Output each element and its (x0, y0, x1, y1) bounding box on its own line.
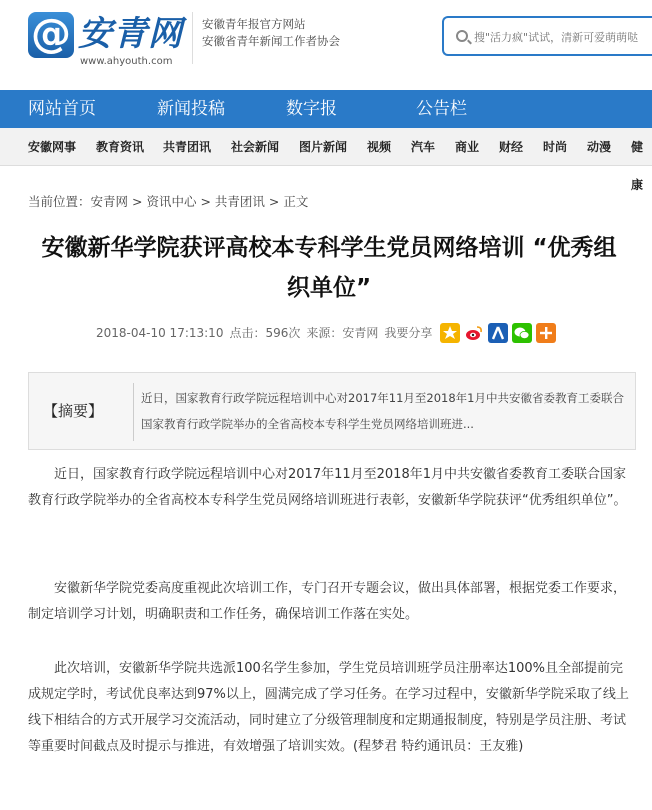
subnav-item-anhui[interactable]: 安徽网事 (28, 140, 77, 154)
article-datetime: 2018-04-10 17:13:10 (96, 326, 224, 340)
search-box[interactable] (442, 16, 652, 56)
renren-icon[interactable] (488, 323, 508, 343)
article-paragraph: 此次培训，安徽新华学院共选派100名学生参加，学生党员培训班学员注册率达100%且全部提前完成规定学时，考试优良率达到97%以上，圆满完成了学习任务。在学习过程中，安徽新华学院采取了线上线下相结合的方式开展学习交流活动，同时建立了分级管理制度和定期通报制度，特别是学员注册、考试等重要时间截点及时提示与推进，有效增强了培训实效。(程梦君 特约通讯员：王友雅) (28, 661, 629, 754)
weibo-icon[interactable] (464, 323, 484, 343)
subnav-item-health[interactable]: 健康 (631, 140, 644, 192)
source-label: 来源： (306, 326, 343, 340)
nav-item-digital-paper[interactable]: 数字报 (286, 99, 337, 119)
article-meta (96, 322, 438, 344)
logo-at-icon: @ (28, 12, 74, 58)
main-nav (0, 90, 652, 128)
breadcrumb-separator: > (264, 194, 284, 209)
site-logo[interactable] (28, 12, 183, 70)
sub-nav (0, 128, 652, 192)
breadcrumb (28, 192, 308, 210)
site-desc-line2: 安徽省青年新闻工作者协会 (202, 34, 340, 48)
subnav-item-photos[interactable]: 图片新闻 (299, 140, 348, 154)
subnav-item-auto[interactable]: 汽车 (411, 140, 436, 154)
qzone-icon[interactable] (440, 323, 460, 343)
subnav-item-fashion[interactable]: 时尚 (543, 140, 568, 154)
subnav-item-society[interactable]: 社会新闻 (231, 140, 280, 154)
wechat-icon[interactable] (512, 323, 532, 343)
breadcrumb-link-youth-league[interactable]: 共青团讯 (214, 194, 265, 209)
site-header (0, 0, 652, 90)
clicks-count: 596次 (265, 326, 301, 340)
article-summary (28, 372, 636, 450)
subnav-item-finance[interactable]: 财经 (499, 140, 524, 154)
breadcrumb-current: 正文 (283, 194, 309, 209)
breadcrumb-separator: > (128, 194, 147, 209)
nav-item-submit-news[interactable]: 新闻投稿 (157, 99, 225, 119)
article-title: 安徽新华学院获评高校本专科学生党员网络培训 “优秀组织单位” (41, 235, 617, 301)
article-paragraph: 安徽新华学院党委高度重视此次培训工作，专门召开专题会议，做出具体部署，根据党委工作要求，制定培训学习计划，明确职责和工作任务，确保培训工作落在实处。 (28, 581, 627, 622)
summary-text: 近日，国家教育行政学院远程培训中心对2017年11月至2018年1月中共安徽省委教育工委联合国家教育行政学院举办的全省高校本专科学生党员网络培训班进... (141, 391, 624, 431)
breadcrumb-link-news-center[interactable]: 资讯中心 (146, 194, 197, 209)
nav-item-bulletin[interactable]: 公告栏 (416, 99, 467, 119)
article-paragraph: 近日，国家教育行政学院远程培训中心对2017年11月至2018年1月中共安徽省委教育工委联合国家教育行政学院举办的全省高校本专科学生党员网络培训班进行表彰，安徽新华学院获评“优秀组织单位”。 (28, 467, 627, 508)
logo-text: 安青网 (78, 14, 183, 54)
subnav-item-youth-league[interactable]: 共青团讯 (163, 140, 212, 154)
subnav-item-anime[interactable]: 动漫 (587, 140, 612, 154)
breadcrumb-separator: > (196, 194, 215, 209)
subnav-item-business[interactable]: 商业 (455, 140, 480, 154)
breadcrumb-prefix: 当前位置： (28, 194, 91, 209)
header-divider (192, 12, 193, 64)
site-desc-line1: 安徽青年报官方网站 (202, 17, 306, 31)
summary-label: 【摘要】 (43, 402, 104, 420)
clicks-label: 点击： (229, 326, 266, 340)
breadcrumb-link-home[interactable]: 安青网 (90, 194, 129, 209)
source-name: 安青网 (342, 326, 379, 340)
subnav-item-education[interactable]: 教育资讯 (96, 140, 145, 154)
search-input[interactable] (474, 27, 652, 47)
more-share-icon[interactable] (536, 323, 556, 343)
share-label: 我要分享 (384, 326, 433, 340)
site-description (202, 16, 340, 50)
nav-item-home[interactable]: 网站首页 (28, 99, 96, 119)
subnav-item-video[interactable]: 视频 (367, 140, 392, 154)
search-icon[interactable] (456, 30, 468, 42)
logo-url: www.ahyouth.com (80, 56, 173, 67)
summary-divider (133, 383, 134, 441)
